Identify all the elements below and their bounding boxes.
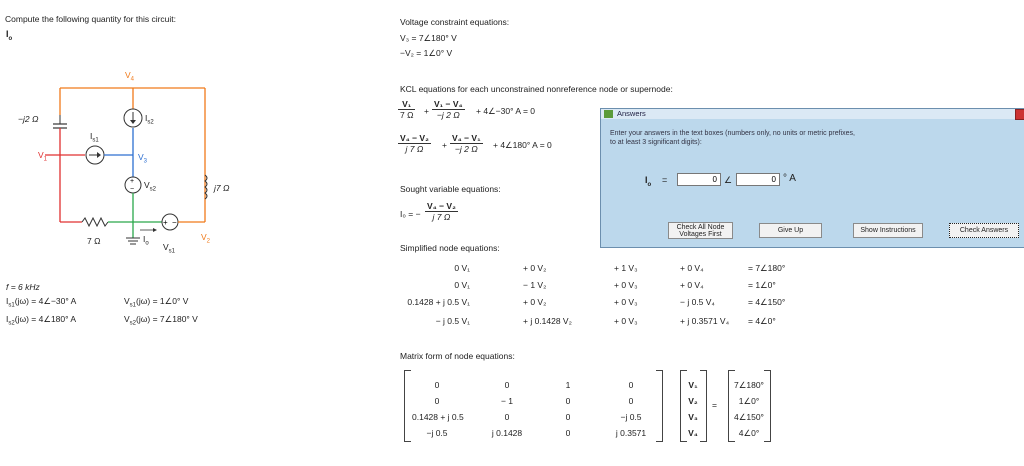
simplified-eq-cell: = 4∠150° — [748, 297, 786, 307]
kcl-eq1-tail: + 4∠−30° A = 0 — [476, 106, 535, 116]
matrix-var: V₁ — [688, 380, 698, 390]
matrix-cell: j 0.3571 — [615, 428, 647, 438]
simplified-eq-cell: 0 V₁ — [454, 280, 470, 290]
simplified-eq-cell: − j 0.5 V₁ — [435, 316, 470, 326]
node-v2-label: $V_2$ — [201, 232, 211, 245]
capacitor-label: −j2 Ω — [18, 114, 39, 124]
svg-text:+: + — [130, 178, 135, 185]
simplified-title: Simplified node equations: — [400, 243, 500, 253]
sought-title: Sought variable equations: — [400, 184, 501, 194]
simplified-eq-cell: + 0 V₃ — [614, 280, 638, 290]
answer-unit: ° A — [783, 173, 796, 184]
angle-icon: ∠ — [724, 175, 733, 185]
simplified-eq-cell: + 1 V₃ — [614, 263, 638, 273]
vs1-value: $V_{s1}(j\omega)$ = 1∠0° V — [124, 296, 189, 309]
simplified-eq-cell: + j 0.3571 V₄ — [680, 316, 730, 326]
answer-equals: = — [662, 175, 668, 185]
kcl-eq2-tail: + 4∠180° A = 0 — [493, 140, 552, 150]
answers-instructions: Enter your answers in the text boxes (numbers only, no units or metric prefixes, to at least 3 significant digits): — [610, 130, 855, 146]
matrix-rhs: 7∠180° — [734, 380, 764, 390]
matrix-cell: 0 — [434, 396, 440, 406]
matrix-rhs: 4∠150° — [734, 412, 764, 422]
simplified-eq-cell: + 0 V₂ — [523, 297, 547, 307]
prompt-text: Compute the following quantity for this circuit: — [5, 14, 177, 24]
matrix-var: V₂ — [688, 396, 698, 406]
answers-titlebar — [601, 109, 1024, 119]
svg-text:+: + — [163, 218, 168, 227]
kcl-title: KCL equations for each unconstrained nonreference node or supernode: — [400, 84, 673, 94]
frequency-label: f = 6 kHz — [6, 282, 40, 292]
kcl-eq1-frac1: $\frac{\text{V₁}}{7 \Omega}$ — [400, 99, 414, 120]
simplified-eq-cell: 0.1428 + j 0.5 V₁ — [407, 297, 470, 307]
matrix-cell: 0 — [434, 380, 440, 390]
answers-window-icon — [604, 110, 613, 118]
matrix-rhs: 1∠0° — [738, 396, 760, 406]
kcl-eq2-frac1: $\frac{\text{V₄ − V₂}}{j 7 \Omega}$ — [400, 133, 429, 154]
matrix-cell: 0 — [628, 396, 634, 406]
answers-title: Answers — [617, 109, 646, 118]
simplified-eq-cell: + 0 V₄ — [680, 263, 704, 273]
simplified-eq-cell: + 0 V₄ — [680, 280, 704, 290]
matrix-cell: 0 — [504, 412, 510, 422]
node-v1-label: $V_1$ — [38, 150, 48, 163]
matrix-cell: −j 0.5 — [620, 412, 642, 422]
matrix-cell: 0 — [565, 428, 571, 438]
node-v4-label: $V_4$ — [125, 70, 135, 83]
voltage-constraint-title: Voltage constraint equations: — [400, 17, 510, 27]
matrix-cell: 0 — [504, 380, 510, 390]
answers-panel — [600, 108, 1024, 248]
simplified-eq-cell: + 0 V₃ — [614, 297, 638, 307]
simplified-eq-cell: + 0 V₃ — [614, 316, 638, 326]
simplified-eq-cell: = 4∠0° — [748, 316, 776, 326]
sought-frac: $\frac{\text{V₄ − V₂}}{j 7 \Omega}$ — [427, 201, 456, 222]
is2-value: $I_{s2}(j\omega)$ = 4∠180° A — [6, 314, 77, 327]
matrix-var: V₃ — [688, 412, 698, 422]
give-up-button[interactable]: Give Up — [759, 223, 822, 238]
simplified-eq-cell: = 1∠0° — [748, 280, 776, 290]
kcl-eq1-frac2: $\frac{\text{V₁ − V₄}}{-j 2 \Omega}$ — [434, 99, 463, 120]
matrix-cell: 0 — [565, 396, 571, 406]
answer-var-label: $I_o$ — [645, 175, 652, 188]
matrix-rhs: 4∠0° — [738, 428, 760, 438]
voltage-constraint-eq1: V₃ = 7∠180° V — [400, 33, 457, 43]
is1-label: $I_{s1}$ — [90, 131, 99, 144]
check-node-voltages-button[interactable]: Check All Node Voltages First — [668, 222, 733, 239]
matrix-cell: 0 — [565, 412, 571, 422]
answer-magnitude-input[interactable] — [677, 173, 721, 186]
matrix-cell: j 0.1428 — [491, 428, 523, 438]
vs1-label: $V_{s1}$ — [163, 242, 176, 255]
check-answers-button[interactable]: Check Answers — [949, 223, 1019, 238]
sought-variable-label: $I_o$ — [6, 29, 13, 42]
matrix-cell: 0 — [628, 380, 634, 390]
close-icon[interactable] — [1015, 109, 1024, 120]
resistor-label: 7 Ω — [87, 236, 101, 246]
is2-label: $I_{s2}$ — [145, 113, 154, 126]
matrix-title: Matrix form of node equations: — [400, 351, 515, 361]
node-v3-label: $V_3$ — [138, 152, 148, 165]
matrix-cell: 0.1428 + j 0.5 — [412, 412, 464, 422]
simplified-eq-cell: 0 V₁ — [454, 263, 470, 273]
is1-value: $I_{s1}(j\omega)$ = 4∠−30° A — [6, 296, 77, 309]
voltage-constraint-eq2: −V₂ = 1∠0° V — [400, 48, 453, 58]
matrix-right-bracket — [656, 370, 663, 442]
matrix-cell: − 1 — [500, 396, 514, 406]
io-label: $I_o$ — [143, 234, 149, 247]
svg-text:−: − — [172, 218, 177, 227]
svg-text:−: − — [130, 186, 135, 193]
answer-angle-input[interactable] — [736, 173, 780, 186]
matrix-left-bracket — [404, 370, 411, 442]
inductor-label: j7 Ω — [214, 183, 230, 193]
simplified-eq-cell: = 7∠180° — [748, 263, 786, 273]
matrix-var: V₄ — [688, 428, 698, 438]
show-instructions-button[interactable]: Show Instructions — [853, 223, 923, 238]
simplified-eq-cell: + 0 V₂ — [523, 263, 547, 273]
circuit-diagram — [0, 60, 240, 260]
simplified-eq-cell: − 1 V₂ — [523, 280, 547, 290]
matrix-cell: 1 — [565, 380, 571, 390]
matrix-cell: −j 0.5 — [426, 428, 448, 438]
vs2-value: $V_{s2}(j\omega)$ = 7∠180° V — [124, 314, 198, 327]
simplified-eq-cell: + j 0.1428 V₂ — [523, 316, 572, 326]
kcl-eq2-frac2: $\frac{\text{V₄ − V₁}}{-j 2 \Omega}$ — [452, 133, 481, 154]
vs2-label: $V_{s2}$ — [144, 180, 157, 193]
matrix-equals: = — [712, 400, 717, 410]
simplified-eq-cell: − j 0.5 V₄ — [680, 297, 715, 307]
sought-lhs: I₀ = − — [400, 209, 421, 219]
